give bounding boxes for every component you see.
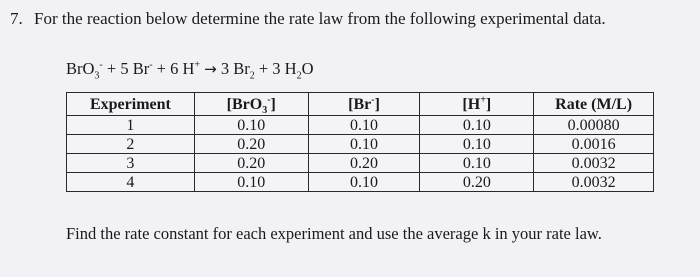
header-rate: Rate (M/L) (534, 93, 654, 116)
cell-hydrogen: 0.20 (420, 173, 534, 192)
cell-bromide: 0.10 (308, 116, 420, 135)
bromide-charge: - (149, 59, 153, 71)
table-row (67, 116, 654, 135)
cell-experiment: 4 (67, 173, 195, 192)
bromine-term: 3 Br (216, 59, 250, 78)
bromide-term: + 5 Br (102, 59, 150, 78)
reaction-equation (66, 59, 314, 82)
cell-hydrogen: 0.10 (420, 154, 534, 173)
header-hydrogen: [H+] (420, 93, 534, 116)
table-row (67, 154, 654, 173)
table-row (67, 135, 654, 154)
instructions-text: Find the rate constant for each experiment and use the average k in your rate law. (66, 224, 602, 243)
header-bromate: [BrO$_3$-] (194, 93, 308, 116)
cell-hydrogen: 0.10 (420, 116, 534, 135)
cell-bromide: 0.20 (308, 154, 420, 173)
cell-hydrogen: 0.10 (420, 135, 534, 154)
hydrogen-charge: + (194, 59, 201, 71)
header-experiment: Experiment (67, 93, 195, 116)
cell-experiment: 1 (67, 116, 195, 135)
experimental-data-table (66, 92, 654, 192)
hydrogen-term: + 6 H (152, 59, 195, 78)
header-bromide: [Br-] (308, 93, 420, 116)
table-header-row (67, 93, 654, 116)
bromate-formula: BrO (66, 59, 95, 78)
cell-rate: 0.0032 (534, 173, 654, 192)
cell-experiment: 3 (67, 154, 195, 173)
bromate-subscript: 3 (94, 70, 100, 82)
cell-rate: 0.00080 (534, 116, 654, 135)
question-prompt (10, 9, 606, 29)
reaction-arrow-icon: → (204, 60, 217, 78)
question-text: For the reaction below determine the rate law from the following experimental data. (34, 9, 606, 28)
cell-bromate: 0.20 (194, 135, 308, 154)
cell-bromate: 0.10 (194, 116, 308, 135)
water-oxygen: O (301, 59, 314, 78)
water-subscript: 2 (296, 70, 302, 82)
water-term: + 3 H (254, 59, 297, 78)
cell-rate: 0.0016 (534, 135, 654, 154)
cell-bromide: 0.10 (308, 173, 420, 192)
cell-bromide: 0.10 (308, 135, 420, 154)
cell-experiment: 2 (67, 135, 195, 154)
table-row (67, 173, 654, 192)
question-number: 7. (10, 9, 23, 28)
bromate-charge: - (99, 59, 103, 71)
cell-bromate: 0.10 (194, 173, 308, 192)
bromine-subscript: 2 (249, 70, 255, 82)
cell-bromate: 0.20 (194, 154, 308, 173)
cell-rate: 0.0032 (534, 154, 654, 173)
